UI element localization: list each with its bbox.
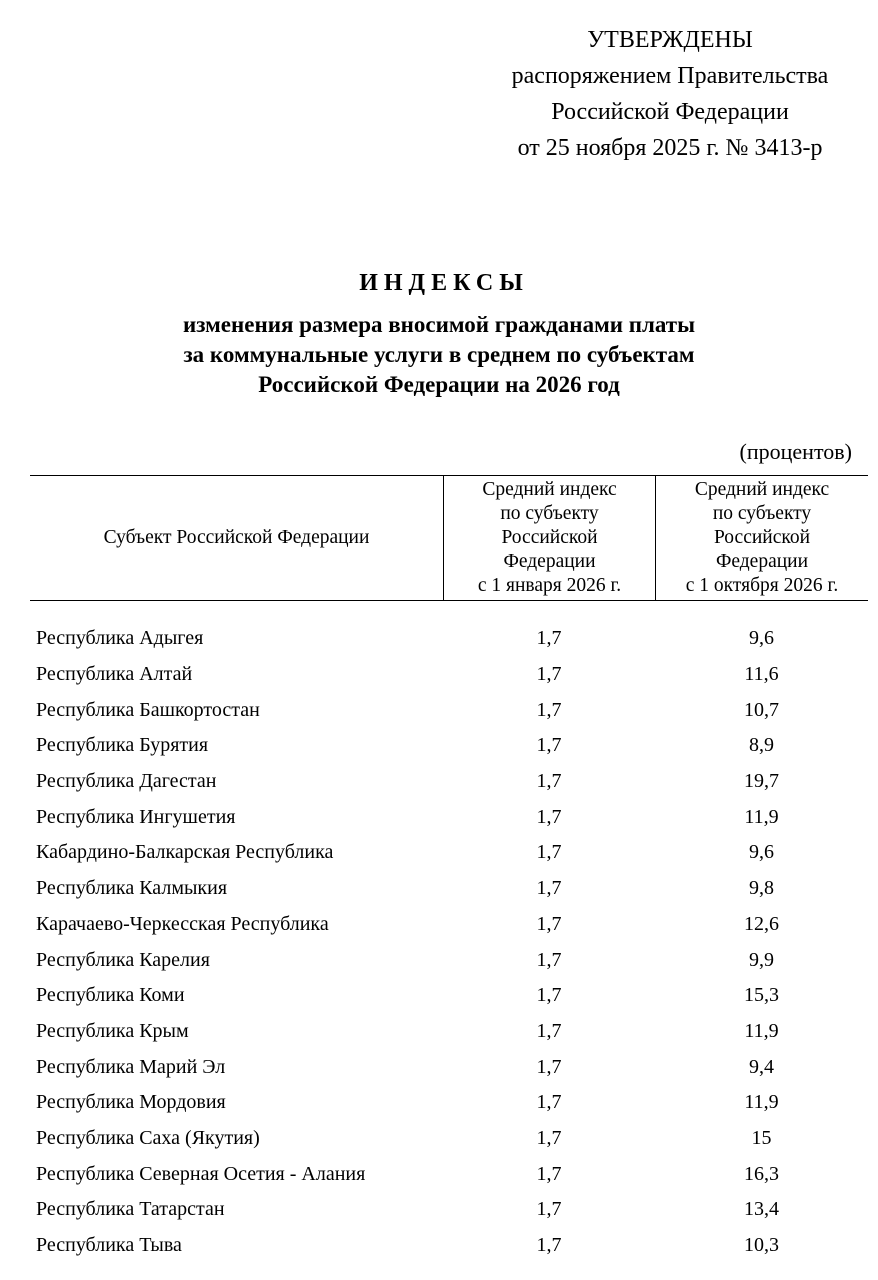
- document-title: [0, 266, 878, 400]
- january-index-cell: 1,7: [536, 948, 562, 971]
- october-index-cell: 15: [751, 1126, 772, 1149]
- october-index-cell: 12,6: [744, 912, 779, 935]
- header-october-line: Средний индекс: [694, 479, 830, 500]
- subject-name-cell: Республика Татарстан: [36, 1198, 225, 1221]
- units-label: (процентов): [739, 439, 852, 464]
- subject-name-cell: Республика Карелия: [36, 948, 210, 971]
- subject-name-cell: Республика Крым: [36, 1019, 189, 1042]
- january-index-cell: 1,7: [536, 805, 562, 828]
- subject-name-cell: Кабардино-Балкарская Республика: [36, 841, 334, 864]
- header-january-line: Федерации: [503, 551, 596, 572]
- indices-table: [30, 475, 868, 1263]
- table-header: [30, 475, 868, 601]
- january-index-cell: 1,7: [536, 912, 562, 935]
- table-row: [30, 1156, 868, 1192]
- table-row: [30, 978, 868, 1014]
- title-main: ИНДЕКСЫ: [359, 270, 529, 296]
- subject-name-cell: Республика Алтай: [36, 663, 193, 686]
- header-october-line: по субъекту: [712, 503, 812, 524]
- approval-date-number: от 25 ноября 2025 г. № 3413-р: [517, 135, 823, 161]
- subject-name-cell: Республика Тыва: [36, 1234, 182, 1257]
- january-index-cell: 1,7: [536, 1234, 562, 1257]
- header-october: [655, 476, 868, 600]
- october-index-cell: 10,7: [744, 698, 779, 721]
- subject-name-cell: Республика Ингушетия: [36, 805, 236, 828]
- subject-name-cell: Республика Адыгея: [36, 627, 204, 650]
- january-index-cell: 1,7: [536, 1198, 562, 1221]
- table-row: [30, 835, 868, 871]
- subtitle-line-2: за коммунальные услуги в среднем по субъектам: [183, 342, 695, 367]
- header-january: [443, 476, 655, 600]
- approval-heading: УТВЕРЖДЕНЫ: [587, 27, 753, 53]
- header-subject-label: Субъект Российской Федерации: [103, 527, 370, 548]
- table-row: [30, 764, 868, 800]
- subject-name-cell: Республика Марий Эл: [36, 1055, 226, 1078]
- january-index-cell: 1,7: [536, 627, 562, 650]
- october-index-cell: 19,7: [744, 770, 779, 793]
- october-index-cell: 9,4: [749, 1055, 774, 1078]
- october-index-cell: 9,8: [749, 877, 774, 900]
- october-index-cell: 9,6: [749, 627, 774, 650]
- table-row: [30, 1049, 868, 1085]
- october-index-cell: 11,9: [744, 805, 779, 828]
- january-index-cell: 1,7: [536, 663, 562, 686]
- table-body: [30, 601, 868, 1263]
- table-row: [30, 1121, 868, 1157]
- table-row: [30, 871, 868, 907]
- table-row: [30, 907, 868, 943]
- january-index-cell: 1,7: [536, 734, 562, 757]
- january-index-cell: 1,7: [536, 841, 562, 864]
- january-index-cell: 1,7: [536, 770, 562, 793]
- header-january-line: по субъекту: [500, 503, 599, 524]
- header-october-line: с 1 октября 2026 г.: [685, 575, 839, 596]
- table-row: [30, 657, 868, 693]
- october-index-cell: 15,3: [744, 984, 779, 1007]
- october-index-cell: 16,3: [744, 1162, 779, 1185]
- table-row: [30, 1085, 868, 1121]
- subtitle-line-3: Российской Федерации на 2026 год: [258, 372, 620, 397]
- october-index-cell: 9,9: [749, 948, 774, 971]
- table-row: [30, 621, 868, 657]
- subject-name-cell: Республика Дагестан: [36, 770, 217, 793]
- header-january-line: Средний индекс: [482, 479, 617, 500]
- approval-stamp: [480, 22, 860, 166]
- subject-name-cell: Республика Калмыкия: [36, 877, 228, 900]
- subject-name-cell: Республика Башкортостан: [36, 698, 260, 721]
- table-row: [30, 1192, 868, 1228]
- header-october-line: Федерации: [715, 551, 809, 572]
- table-row: [30, 1014, 868, 1050]
- october-index-cell: 10,3: [744, 1234, 779, 1257]
- january-index-cell: 1,7: [536, 1019, 562, 1042]
- header-october-line: Российской: [713, 527, 811, 548]
- title-subtitle: [0, 310, 878, 400]
- subject-name-cell: Республика Северная Осетия - Алания: [36, 1162, 366, 1185]
- october-index-cell: 11,6: [744, 663, 779, 686]
- october-index-cell: 8,9: [749, 734, 774, 757]
- table-row: [30, 942, 868, 978]
- october-index-cell: 11,9: [744, 1091, 779, 1114]
- table-row: [30, 728, 868, 764]
- subject-name-cell: Республика Бурятия: [36, 734, 209, 757]
- january-index-cell: 1,7: [536, 1162, 562, 1185]
- january-index-cell: 1,7: [536, 698, 562, 721]
- january-index-cell: 1,7: [536, 1055, 562, 1078]
- subject-name-cell: Карачаево-Черкесская Республика: [36, 912, 329, 935]
- october-index-cell: 13,4: [744, 1198, 779, 1221]
- header-subject: [30, 476, 443, 600]
- approval-issuer: распоряжением Правительства: [511, 63, 829, 89]
- october-index-cell: 11,9: [744, 1019, 779, 1042]
- subject-name-cell: Республика Коми: [36, 984, 185, 1007]
- table-row: [30, 1228, 868, 1264]
- subtitle-line-1: изменения размера вносимой гражданами платы: [182, 312, 696, 337]
- header-january-line: Российской: [501, 527, 598, 548]
- january-index-cell: 1,7: [536, 877, 562, 900]
- january-index-cell: 1,7: [536, 1091, 562, 1114]
- approval-issuer-country: Российской Федерации: [551, 99, 789, 125]
- january-index-cell: 1,7: [536, 1126, 562, 1149]
- january-index-cell: 1,7: [536, 984, 562, 1007]
- table-row: [30, 799, 868, 835]
- october-index-cell: 9,6: [749, 841, 774, 864]
- header-january-line: с 1 января 2026 г.: [477, 575, 622, 596]
- subject-name-cell: Республика Саха (Якутия): [36, 1126, 260, 1149]
- table-row: [30, 692, 868, 728]
- subject-name-cell: Республика Мордовия: [36, 1091, 226, 1114]
